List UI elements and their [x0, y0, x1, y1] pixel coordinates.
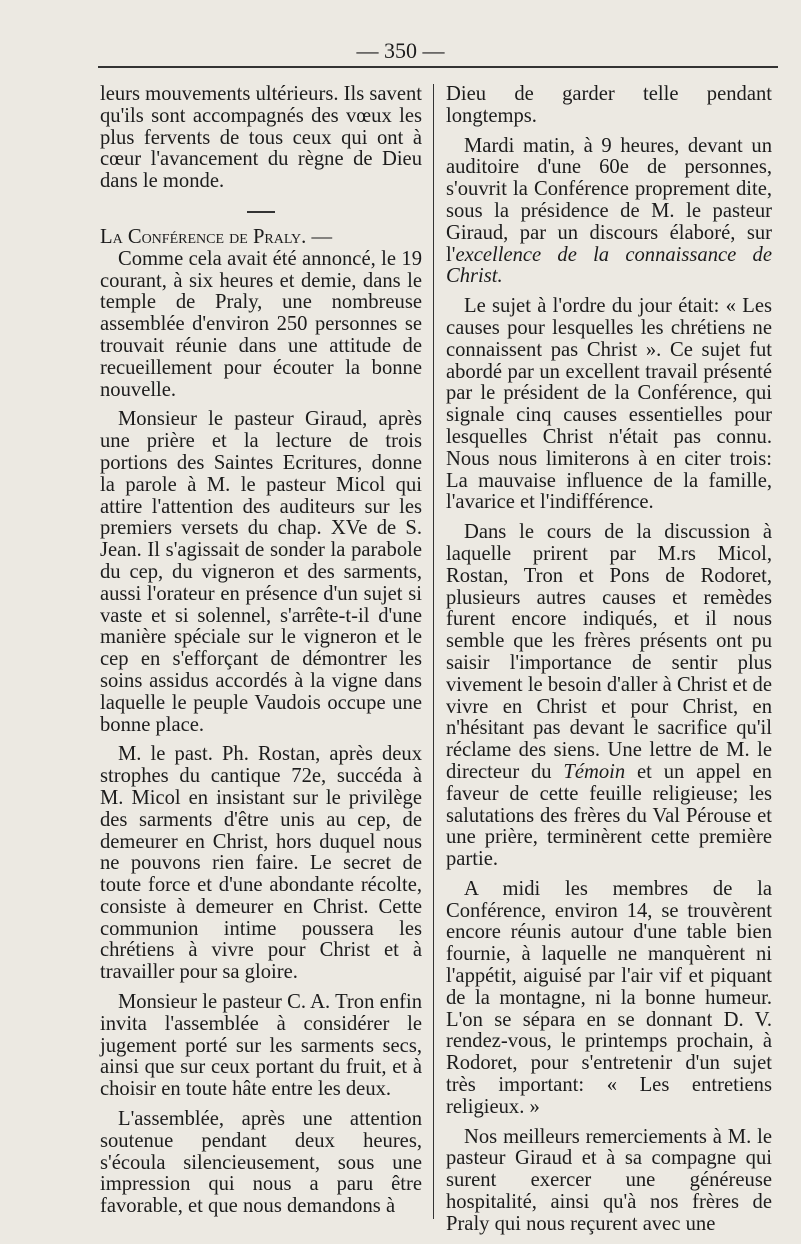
paragraph: Nos meilleurs remerciements à M. le pasteur Giraud et à sa compagne qui surent exercer une généreuse hospitalité, ainsi qu'à nos frères de Praly qui nous reçurent avec une: [446, 1125, 772, 1235]
paragraph: M. le past. Ph. Rostan, après deux strophes du cantique 72e, succéda à M. Micol en insistant sur le privilège des sarments d'être unis au cep, de demeurer en Christ, hors duquel nous ne pouvons rien faire. Le secret de toute force et d'une abondante récolte, consiste à demeurer en Christ. Cette communion intime poussera les chrétiens à vivre pour Christ et à travailler pour sa gloire.: [100, 743, 422, 984]
paragraph-text: Dans le cours de la discussion à laquelle prirent par M.rs Micol, Rostan, Tron et Pons de Rodoret, plusieurs autres causes et remèdes furent encore indiqués, et il nous semble que les frères présents ont pu saisir l'importance de sentir plus vivement le besoin d'aller à Christ et de vivre en Christ et pour Christ, en n'hésitant pas devant le sacrifice qu'il réclame des siens. Une lettre de M. le directeur du: [446, 521, 772, 783]
paragraph: Dieu de garder telle pendant longtemps.: [446, 83, 772, 127]
italic-title: excellence de la connaissance de Christ.: [446, 243, 772, 288]
paragraph: [446, 136, 772, 289]
paragraph: leurs mouvements ultérieurs. Ils savent qu'ils sont accompagnés des vœux les plus fervents de tous ceux qui ont à cœur l'avancement du règne de Dieu dans le monde.: [100, 83, 422, 193]
left-column: [100, 84, 422, 1226]
paragraph: Monsieur le pasteur C. A. Tron enfin invita l'assemblée à considérer le jugement porté sur les sarments secs, ainsi que sur ceux portant du fruit, et à choisir en toute hâte entre les deux.: [100, 991, 422, 1101]
paragraph: A midi les membres de la Conférence, environ 14, se trouvèrent encore réunis autour d'une table bien fournie, à laquelle ne manquèrent ni l'appétit, aiguisé par l'air vif et piquant de la montagne, ni la bonne humeur. L'on se sépara en se donnant D. V. rendez-vous, le printemps prochain, à Rodoret, pour s'entretenir d'un sujet très important: « Les entretiens religieux. »: [446, 877, 772, 1118]
right-column: [446, 84, 772, 1244]
section-separator: [247, 211, 275, 213]
page-number: — 350 —: [356, 38, 445, 63]
header-rule: [98, 66, 778, 68]
section-heading-paragraph: [100, 227, 422, 249]
italic-title: Témoin: [563, 760, 626, 783]
paragraph: Le sujet à l'ordre du jour était: « Les causes pour lesquelles les chrétiens ne connaissent pas Christ ». Ce sujet fut abordé par un excellent travail présenté par le président de la Conférence, qui signale cinq causes essentielles pour lesquelles Christ n'était pas connu. Nous nous limiterons à en citer trois: La mauvaise influence de la famille, l'avarice et l'indifférence.: [446, 295, 772, 514]
paragraph: [446, 522, 772, 871]
paragraph-text: et un appel en faveur de cette feuille religieuse; les salutations des frères du Val Pérouse et une prière, terminèrent cette première partie.: [446, 760, 772, 871]
paragraph: Monsieur le pasteur Giraud, après une prière et la lecture de trois portions des Saintes Ecritures, donne la parole à M. le pasteur Micol qui attire l'attention des auditeurs sur les premiers versets du chap. XVe de S. Jean. Il s'agissait de sonder la parabole du cep, du vigneron et des sarments, aussi l'orateur en présence d'un sujet si vaste et si solennel, s'arrête-t-il d'une manière spéciale sur le vigneron et le cep en s'efforçant de démontrer les soins assidus accordés à la vigne dans laquelle le peuple Vaudois occupe une bonne place.: [100, 408, 422, 736]
section-title: La Conférence de Praly.: [100, 225, 307, 248]
column-rule: [433, 84, 434, 1219]
paragraph: L'assemblée, après une attention soutenue pendant deux heures, s'écoula silencieusement, sous une impression qui nous a paru être favorable, et que nous demandons à: [100, 1108, 422, 1218]
paragraph: Comme cela avait été annoncé, le 19 courant, à six heures et demie, dans le temple de Praly, une nombreuse assemblée d'environ 250 personnes se trouvait réunie dans une attitude de recueillement pour écouter la bonne nouvelle.: [100, 247, 422, 401]
paragraph-text: Mardi matin, à 9 heures, devant un auditoire d'une 60e de personnes, s'ouvrit la Conférence proprement dite, sous la présidence de M. le pasteur Giraud, par un discours élaboré, sur l': [446, 134, 772, 266]
section-dash: —: [306, 225, 333, 248]
